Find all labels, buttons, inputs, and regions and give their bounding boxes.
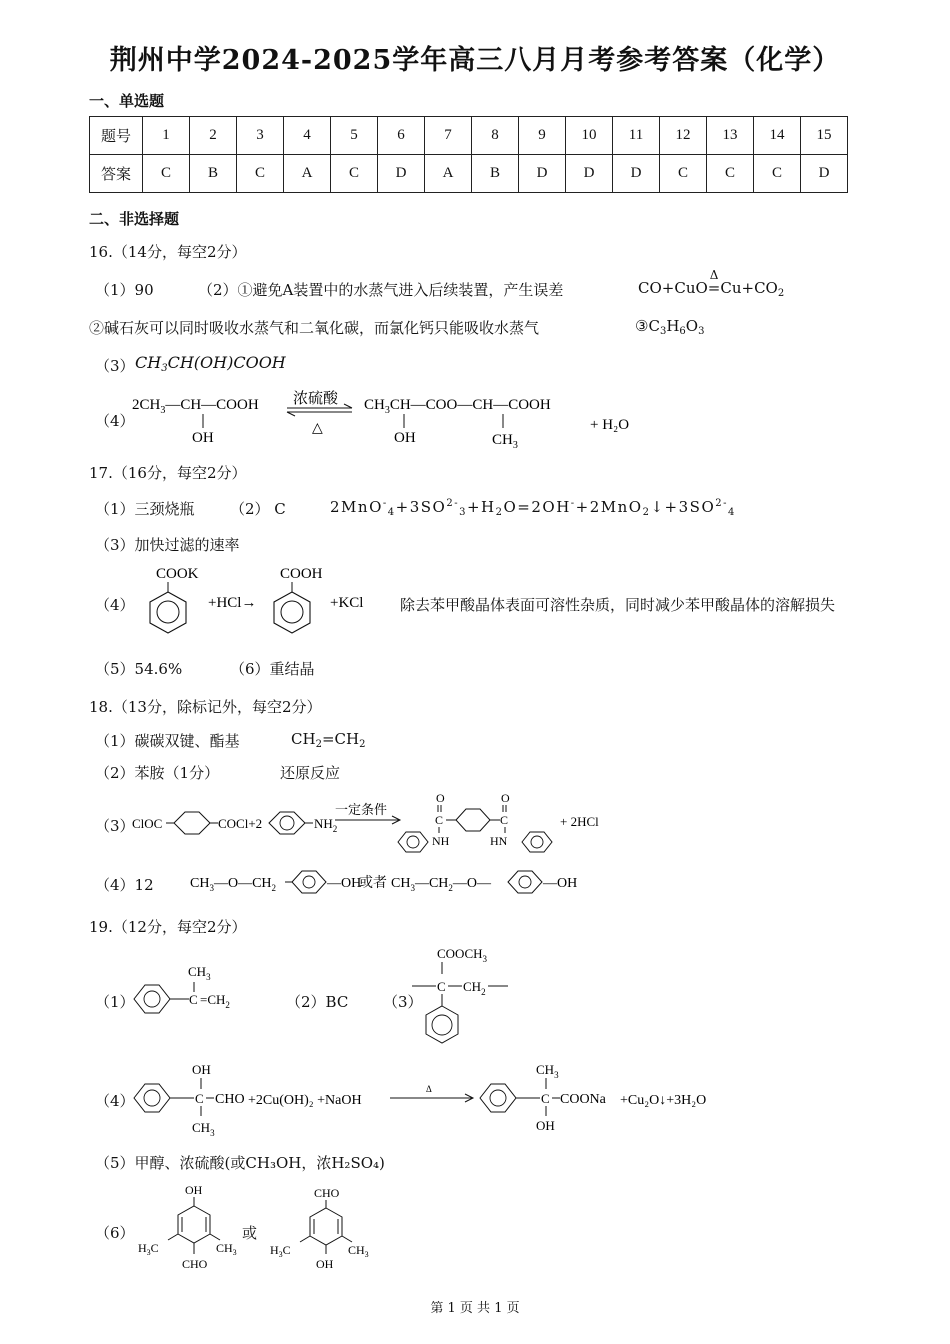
q16-part1: （1）90 xyxy=(95,281,154,299)
svg-text:CH3: $CH_3$ xyxy=(492,432,518,451)
svg-text:COOCH3: $COOCH_3$ xyxy=(437,946,488,964)
svg-text:C: C xyxy=(500,813,509,827)
svg-text:CH3: $CH_3$ xyxy=(348,1243,369,1259)
q17-acidification-diagram xyxy=(130,562,390,640)
q19-isomer-a xyxy=(136,1178,246,1282)
question-number-cell: 3 xyxy=(237,117,284,155)
question-number-cell: 4 xyxy=(284,117,331,155)
answer-cell: A xyxy=(284,155,331,193)
question-number-cell: 10 xyxy=(566,117,613,155)
svg-text:C: C xyxy=(435,813,444,827)
q19-isomer-b xyxy=(268,1178,378,1282)
answer-cell: C xyxy=(237,155,284,193)
svg-text:OH: OH xyxy=(316,1257,334,1271)
q19-products: +Cu₂O↓+3H₂O xyxy=(620,1093,707,1108)
question-number-cell: 15 xyxy=(801,117,848,155)
question-number-cell: 9 xyxy=(519,117,566,155)
svg-text:CH3: $CH_3$ xyxy=(216,1241,237,1257)
q19-header: 19.（12分，每空2分） xyxy=(89,918,247,936)
q16-part2a: （2）①避免A装置中的水蒸气进入后续装置，产生误差 xyxy=(198,281,564,299)
q19-delta: Δ xyxy=(426,1084,432,1094)
q19-alpha-methylstyrene xyxy=(128,960,258,1032)
svg-text:C: C xyxy=(195,1091,204,1106)
svg-text:CH2: $CH_2$ xyxy=(463,979,486,997)
q17-part2: （2） C xyxy=(230,500,286,518)
svg-text:C: C xyxy=(437,979,446,994)
q17-product: +KCl xyxy=(330,595,364,611)
answer-cell: B xyxy=(472,155,519,193)
question-number-cell: 13 xyxy=(707,117,754,155)
page-footer: 第 1 页 共 1 页 xyxy=(430,1301,520,1316)
svg-text:2CH3—CH—COOH: $2CH_3—CH—COOH$ xyxy=(132,397,259,416)
answer-cell: C xyxy=(143,155,190,193)
q16-header: 16.（14分，每空2分） xyxy=(89,243,247,261)
q16-part2c: $③C_3H_6O_3$ xyxy=(635,317,705,337)
svg-text:OH: OH xyxy=(185,1183,203,1197)
q16-part3-label: （3） xyxy=(95,357,135,375)
q19-part5: （5）甲醇、浓硫酸(或CH₃OH，浓H₂SO₄) xyxy=(95,1154,385,1172)
svg-text:COOH: COOH xyxy=(280,566,323,582)
question-number-cell: 5 xyxy=(331,117,378,155)
svg-text:CH3—CH2—O—: $CH_3—CH_2—O—$ xyxy=(391,876,492,893)
q16-condition-bottom: △ xyxy=(312,421,323,436)
answer-cell: C xyxy=(660,155,707,193)
answer-cell: A xyxy=(425,155,472,193)
q19-part6-label: （6） xyxy=(95,1224,135,1242)
svg-text:CHO: CHO xyxy=(182,1257,208,1271)
q19-oxidation-diagram xyxy=(128,1058,728,1138)
q18-part3-label: （3） xyxy=(95,817,135,835)
svg-text:H3C: $H_3C$ xyxy=(138,1241,159,1257)
q17-part5: （5）54.6% xyxy=(95,660,183,678)
q17-part4-label: （4） xyxy=(95,596,135,614)
svg-text:CH3—O—CH2: $CH_3—O—CH_2$ xyxy=(190,876,277,893)
svg-text:CH3: $CH_3$ xyxy=(536,1062,559,1080)
question-number-cell: 1 xyxy=(143,117,190,155)
q19-part2: （2）BC xyxy=(286,993,349,1011)
svg-text:O: O xyxy=(501,791,510,805)
svg-text:COOK: COOK xyxy=(156,566,199,582)
q18-header: 18.（13分，除标记外，每空2分） xyxy=(89,698,322,716)
q18-isomer-diagram xyxy=(188,864,588,900)
answer-cell: C xyxy=(331,155,378,193)
q18-hcl: + 2HCl xyxy=(560,814,599,829)
q18-part2b: 还原反应 xyxy=(280,764,341,782)
svg-text:C: C xyxy=(189,992,198,1007)
q17-part4-note: 除去苯甲酸晶体表面可溶性杂质，同时减少苯甲酸晶体的溶解损失 xyxy=(400,596,836,614)
q18-part1: （1）碳碳双键、酯基 xyxy=(95,732,240,750)
q17-header: 17.（16分，每空2分） xyxy=(89,464,247,482)
q17-part6: （6）重结晶 xyxy=(230,660,315,678)
svg-text:OH: OH xyxy=(192,430,214,446)
svg-text:CH3: $CH_3$ xyxy=(192,1120,215,1138)
answer-table xyxy=(89,116,848,193)
table-header-number: 题号 xyxy=(90,117,143,155)
answer-cell: D xyxy=(801,155,848,193)
q18-or: 或者 xyxy=(359,876,387,891)
q16-part2b: ②碱石灰可以同时吸收水蒸气和二氧化碳，而氯化钙只能吸收水蒸气 xyxy=(89,319,540,337)
answer-cell: C xyxy=(707,155,754,193)
question-number-cell: 6 xyxy=(378,117,425,155)
answer-cell: B xyxy=(190,155,237,193)
svg-text:H3C: $H_3C$ xyxy=(270,1243,291,1259)
q17-part3: （3）加快过滤的速率 xyxy=(95,536,240,554)
svg-text:—OH: —OH xyxy=(327,876,362,891)
q16-condition-top: 浓硫酸 xyxy=(293,391,339,407)
svg-text:—OH: —OH xyxy=(543,876,578,891)
q18-amidation-diagram xyxy=(130,788,610,858)
svg-text:CH3CH—COO—CH—COOH: $CH_3CH—COO—CH—COOH$ xyxy=(364,397,551,416)
svg-text:COONa: COONa xyxy=(560,1092,606,1107)
svg-text:NH: NH xyxy=(432,834,450,848)
question-number-cell: 8 xyxy=(472,117,519,155)
section-non-choice: 二、非选择题 xyxy=(89,210,180,228)
benzene-ring xyxy=(274,592,310,633)
svg-text:OH: OH xyxy=(394,430,416,446)
q19-polymer-diagram xyxy=(408,940,528,1056)
table-row-numbers xyxy=(90,117,848,155)
table-header-answer: 答案 xyxy=(90,155,143,193)
svg-text:OH: OH xyxy=(192,1062,211,1077)
question-number-cell: 11 xyxy=(613,117,660,155)
page-title: 荆州中学2024-2025学年高三八月月考参考答案（化学） xyxy=(109,45,841,76)
q18-condition: 一定条件 xyxy=(335,802,388,817)
q16-equation: CO+CuO Δ $=Cu+CO_2$ xyxy=(638,268,785,299)
answer-cell: D xyxy=(378,155,425,193)
svg-text:CH3: $CH_3$ xyxy=(188,964,211,982)
answer-cell: D xyxy=(566,155,613,193)
svg-text:NH2: $NH_2$ xyxy=(314,816,338,834)
section-single-choice: 一、单选题 xyxy=(89,92,165,110)
question-number-cell: 14 xyxy=(754,117,801,155)
svg-text:=CH2: $=CH_2$ xyxy=(200,992,230,1010)
q17-part1: （1）三颈烧瓶 xyxy=(95,500,195,518)
q19-part4-label: （4） xyxy=(95,1092,135,1110)
q19-reagents: +2Cu(OH)₂ +NaOH xyxy=(248,1093,362,1108)
question-number-cell: 2 xyxy=(190,117,237,155)
svg-text:C: C xyxy=(541,1091,550,1106)
q18-part2: （2）苯胺（1分） xyxy=(95,764,220,782)
q16-esterification-diagram xyxy=(130,384,650,454)
table-row-answers xyxy=(90,155,848,193)
question-number-cell: 12 xyxy=(660,117,707,155)
q17-ionic-equation: $2MnO^-_4+3SO^{2-}_3+H_2O=2OH^-+2MnO_2↓+3SO^{2-}_4$ xyxy=(330,498,736,518)
svg-text:OH: OH xyxy=(536,1118,555,1133)
q16-part3-formula: $CH_3CH(OH)COOH$ xyxy=(135,353,286,374)
q19-part6-or: 或 xyxy=(242,1224,258,1242)
svg-text:COCl+2: COCl+2 xyxy=(218,816,263,831)
q18-part1-formula: $CH_2=CH_2$ xyxy=(291,730,366,750)
benzene-ring xyxy=(150,592,186,633)
q17-reagent: +HCl→ xyxy=(208,595,257,611)
q19-part3-label: （3） xyxy=(383,993,423,1011)
answer-cell: D xyxy=(613,155,660,193)
svg-text:CHO: CHO xyxy=(314,1186,340,1200)
q16-water: + H₂O xyxy=(590,417,630,433)
q19-part1-label: （1） xyxy=(95,993,135,1011)
q16-part4-label: （4） xyxy=(95,412,135,430)
svg-text:O: O xyxy=(436,791,445,805)
question-number-cell: 7 xyxy=(425,117,472,155)
answer-cell: C xyxy=(754,155,801,193)
answer-cell: D xyxy=(519,155,566,193)
svg-text:HN: HN xyxy=(490,834,508,848)
q18-part4-label: （4）12 xyxy=(95,876,154,894)
svg-text:ClOC: ClOC xyxy=(132,816,163,831)
svg-text:CHO: CHO xyxy=(215,1092,245,1107)
